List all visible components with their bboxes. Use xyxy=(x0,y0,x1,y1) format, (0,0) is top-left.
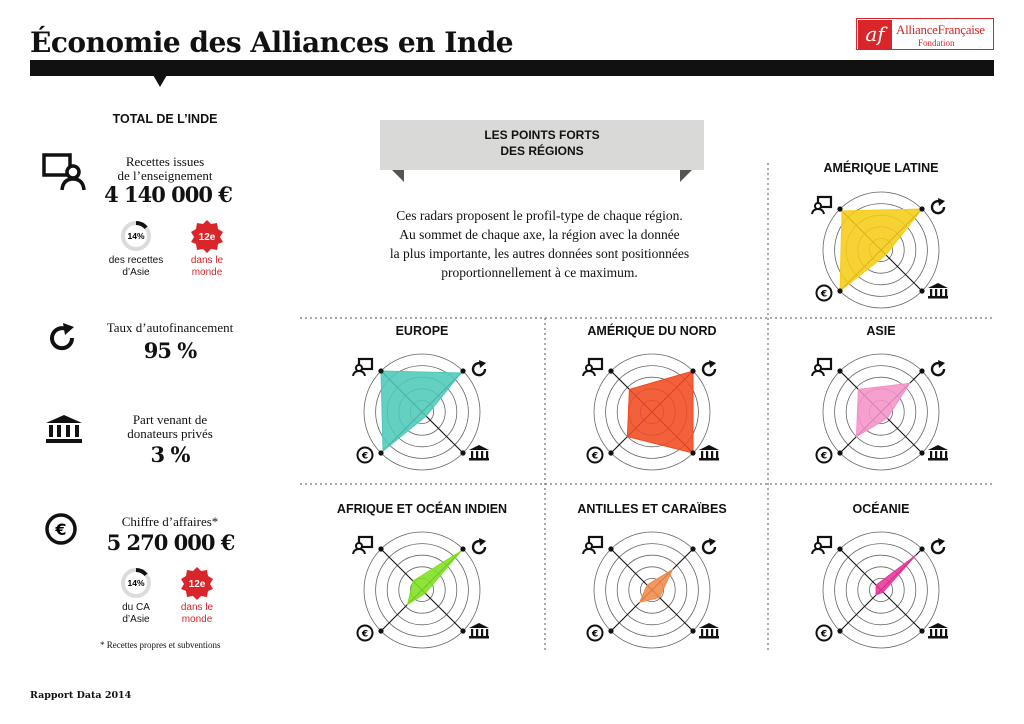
radar-axis-dot xyxy=(837,628,842,633)
radar-axis-dot xyxy=(378,628,383,633)
logo-mark: af xyxy=(858,20,892,50)
svg-text:€: € xyxy=(361,451,369,462)
teaching-rank-caption-1: dans le xyxy=(190,255,224,266)
radar-axis-dot xyxy=(837,546,842,551)
svg-text:€: € xyxy=(361,629,369,640)
turnover-rank-label: 12e xyxy=(188,579,206,590)
radar-title: EUROPE xyxy=(395,324,449,338)
euro-icon xyxy=(357,448,372,463)
radar-axis-dot xyxy=(690,368,695,373)
radar-axis-dot xyxy=(608,628,613,633)
radar-axis-dot xyxy=(460,368,465,373)
radar-4 xyxy=(337,501,507,648)
radar-area xyxy=(627,371,693,453)
teaching-rank-label: 12e xyxy=(198,232,216,243)
banner-line-2: DES RÉGIONS xyxy=(500,144,584,158)
left-panel-heading: TOTAL DE L’INDE xyxy=(112,112,218,126)
radar-area xyxy=(640,570,673,603)
radar-axis-dot xyxy=(608,546,613,551)
description-line-2: Au sommet de chaque axe, la région avec la donnée xyxy=(399,227,680,242)
radar-axis-dot xyxy=(378,546,383,551)
radar-area xyxy=(408,551,461,604)
bank-icon xyxy=(928,445,948,461)
donors-value: 3 % xyxy=(150,442,190,467)
radar-title: OCÉANIE xyxy=(852,502,910,516)
logo-subtitle: Fondation xyxy=(918,38,955,48)
radar-axis-dot xyxy=(919,546,924,551)
euro-icon xyxy=(587,448,602,463)
teaching-board-icon xyxy=(353,537,372,554)
radar-area xyxy=(856,383,909,436)
radar-axis-dot xyxy=(837,288,842,293)
radar-axis-dot xyxy=(837,206,842,211)
bank-icon xyxy=(469,445,489,461)
refresh-icon xyxy=(932,360,945,375)
turnover-rank-caption-1: dans le xyxy=(180,602,214,613)
euro-icon xyxy=(816,448,831,463)
bank-icon xyxy=(928,283,948,299)
turnover-pct-label: 14% xyxy=(127,578,145,588)
radar-axis-dot xyxy=(690,546,695,551)
svg-text:€: € xyxy=(591,629,599,640)
euro-icon xyxy=(816,286,831,301)
radar-area xyxy=(876,555,916,595)
euro-icon xyxy=(587,626,602,641)
radar-title: AFRIQUE ET OCÉAN INDIEN xyxy=(336,502,508,516)
turnover-value: 5 270 000 € xyxy=(106,530,235,555)
radar-axis-dot xyxy=(460,628,465,633)
teaching-board-icon xyxy=(583,359,602,376)
teaching-pct-caption-2: d’Asie xyxy=(122,267,150,278)
donors-label-2: donateurs privés xyxy=(127,426,213,441)
bank-icon xyxy=(699,445,719,461)
radar-axis-dot xyxy=(690,628,695,633)
radar-axis-dot xyxy=(919,450,924,455)
description-line-1: Ces radars proposent le profil-type de chaque région. xyxy=(396,208,683,223)
teaching-board-icon xyxy=(583,537,602,554)
page-title: Économie des Alliances en Inde xyxy=(30,26,514,59)
radar-axis-dot xyxy=(919,288,924,293)
teaching-pct-label: 14% xyxy=(127,231,145,241)
svg-text:€: € xyxy=(820,629,828,640)
radar-axis-dot xyxy=(919,368,924,373)
turnover-pct-caption-1: du CA xyxy=(122,602,150,613)
refresh-icon xyxy=(932,198,945,213)
radar-title: ANTILLES ET CARAÏBES xyxy=(577,502,727,516)
teaching-label-2: de l’enseignement xyxy=(117,168,213,183)
refresh-icon xyxy=(932,538,945,553)
description-line-4: proportionnellement à ce maximum. xyxy=(441,265,638,280)
radar-title: AMÉRIQUE LATINE xyxy=(823,161,939,175)
radar-axis-dot xyxy=(460,546,465,551)
refresh-icon xyxy=(473,360,486,375)
footer: Rapport Data 2014 xyxy=(30,690,132,701)
teaching-label-1: Recettes issues xyxy=(125,154,205,169)
svg-text:€: € xyxy=(55,520,67,539)
bank-icon xyxy=(469,623,489,639)
radar-title: AMÉRIQUE DU NORD xyxy=(587,324,717,338)
teaching-board-icon xyxy=(812,197,831,214)
teaching-rank-caption-2: monde xyxy=(191,267,223,278)
teaching-pct-caption-1: des recettes xyxy=(108,255,164,266)
radar-axis-dot xyxy=(378,450,383,455)
radar-axis-dot xyxy=(837,450,842,455)
radar-axis-dot xyxy=(608,368,613,373)
turnover-label: Chiffre d’affaires* xyxy=(121,514,219,529)
svg-text:€: € xyxy=(820,451,828,462)
turnover-pct-caption-2: d’Asie xyxy=(122,614,150,625)
radar-axis-dot xyxy=(460,450,465,455)
self-financing-value: 95 % xyxy=(143,338,197,363)
radar-5 xyxy=(577,501,726,648)
radar-0 xyxy=(812,160,948,308)
radar-3 xyxy=(812,324,948,470)
teaching-board-icon xyxy=(353,359,372,376)
radar-2 xyxy=(583,323,719,470)
teaching-board-icon xyxy=(812,537,831,554)
footnote: * Recettes propres et subventions xyxy=(100,640,221,650)
bank-icon xyxy=(928,623,948,639)
refresh-icon xyxy=(703,360,716,375)
donors-label-1: Part venant de xyxy=(132,412,208,427)
teaching-board-icon xyxy=(812,359,831,376)
radar-title: ASIE xyxy=(866,324,896,338)
self-financing-label: Taux d’autofinancement xyxy=(106,320,234,335)
teaching-value: 4 140 000 € xyxy=(104,182,232,207)
banner-line-1: LES POINTS FORTS xyxy=(484,128,600,142)
description-line-3: la plus importante, les autres données sont positionnées xyxy=(389,246,690,261)
bank-icon xyxy=(699,623,719,639)
refresh-icon xyxy=(703,538,716,553)
euro-icon xyxy=(816,626,831,641)
svg-text:€: € xyxy=(591,451,599,462)
radar-6 xyxy=(812,501,948,648)
radar-axis-dot xyxy=(837,368,842,373)
radar-1 xyxy=(353,324,489,470)
turnover-rank-caption-2: monde xyxy=(181,614,213,625)
radar-axis-dot xyxy=(690,450,695,455)
euro-icon xyxy=(357,626,372,641)
radar-axis-dot xyxy=(919,206,924,211)
radar-axis-dot xyxy=(378,368,383,373)
refresh-icon xyxy=(473,538,486,553)
svg-text:€: € xyxy=(820,289,828,300)
logo-name: AllianceFrançaise xyxy=(896,22,985,37)
radar-axis-dot xyxy=(919,628,924,633)
radar-axis-dot xyxy=(608,450,613,455)
